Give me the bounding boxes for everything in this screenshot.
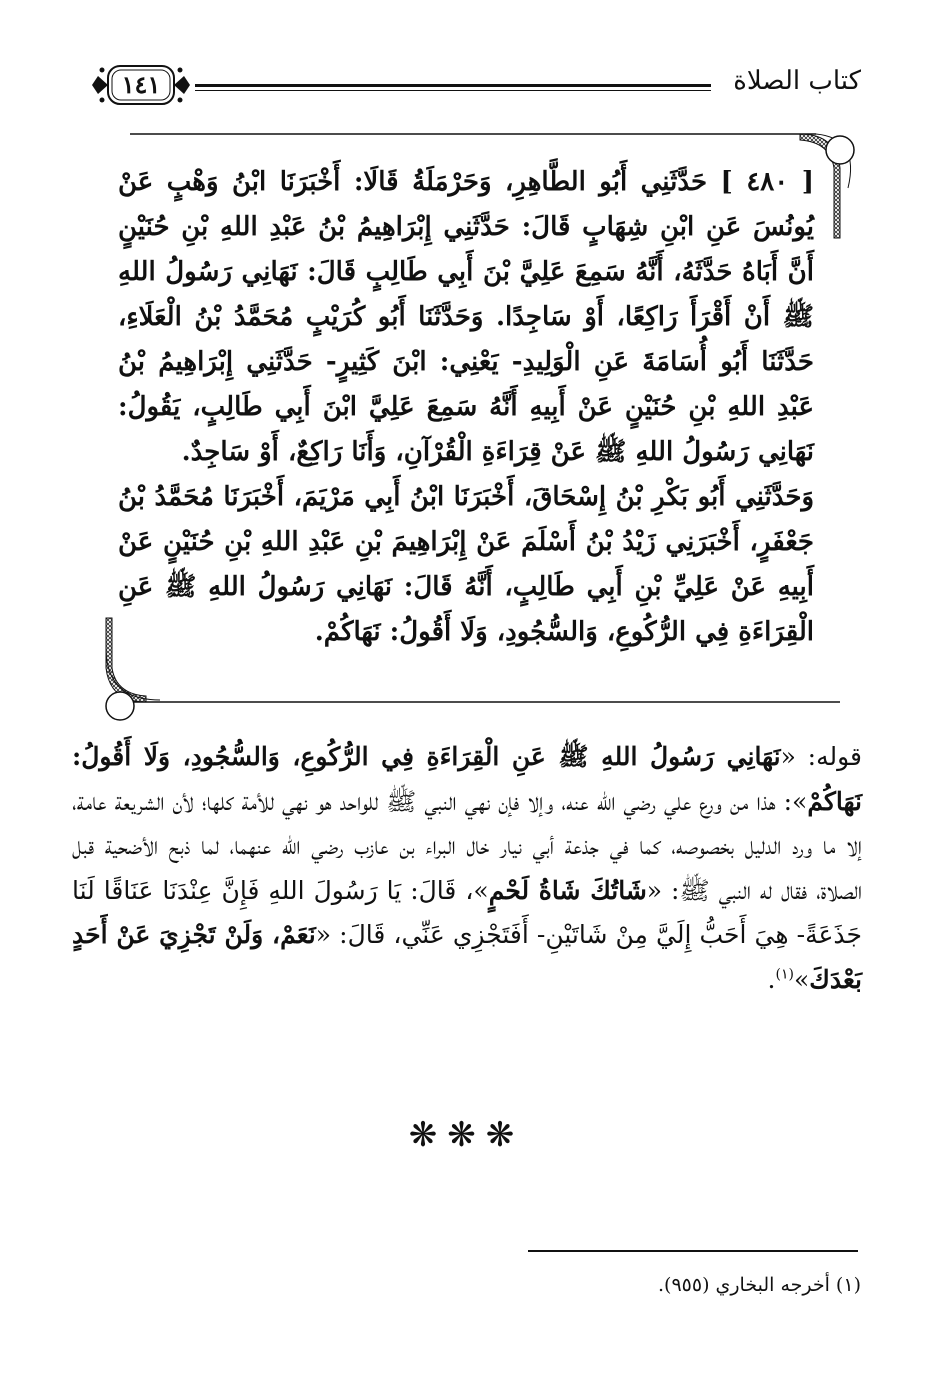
page-number: ١٤١: [121, 70, 161, 99]
page-number-badge: [88, 62, 194, 108]
commentary-end: .: [767, 964, 776, 994]
footnote: (١) أخرجه البخاري (٩٥٥).: [657, 1274, 861, 1296]
hadith-paragraph: [ ٤٨٠ ] حَدَّثَنِي أَبُو الطَّاهِرِ، وَحَرْمَلَةُ قَالَا: أَخْبَرَنَا ابْنُ وَهْبٍ عَنْ يُونُسَ عَنِ ابْنِ شِهَابٍ قَالَ: حَدَّثَنِي إِبْرَاهِيمُ بْنُ عَبْدِ اللهِ بْنِ حُنَيْنٍ أَنَّ أَبَاهُ حَدَّثَهُ، أَنَّهُ سَمِعَ عَلِيَّ بْنَ أَبِي طَالِبٍ قَالَ: نَهَانِي رَسُولُ اللهِ ﷺ أَنْ أَقْرَأَ رَاكِعًا، أَوْ سَاجِدًا. وَحَدَّثَنَا أَبُو كُرَيْبٍ مُحَمَّدُ بْنُ الْعَلَاءِ، حَدَّثَنَا أَبُو أُسَامَةَ عَنِ الْوَلِيدِ- يَعْنِي: ابْنَ كَثِيرٍ- حَدَّثَنِي إِبْرَاهِيمُ بْنُ عَبْدِ اللهِ بْنِ حُنَيْنٍ عَنْ أَبِيهِ أَنَّهُ سَمِعَ عَلِيَّ ابْنَ أَبِي طَالِبٍ، يَقُولُ: نَهَانِي رَسُولُ اللهِ ﷺ عَنْ قِرَاءَةِ الْقُرْآنِ، وَأَنَا رَاكِعٌ، أَوْ سَاجِدٌ.: [118, 167, 815, 467]
commentary-body: »: هذا من ورع علي رضي الله عنه، وإلا فإن نهي النبي ﷺ للواحد هو نهي للأمة كلها؛ لأن الشريعة عامة، إلا ما ورد الدليل بخصوصه، كما في جذعة أبي نيار خال البراء بن عازب رضي الله عنهما، لما ذبح الأضحية قبل الصلاة، فقال له النبي ﷺ: «: [72, 786, 863, 905]
commentary-body: »: [793, 964, 810, 994]
footnote-rule: [528, 1250, 858, 1252]
commentary-intro: قوله: «: [780, 742, 862, 771]
commentary-quote: نَهَانِي رَسُولُ اللهِ ﷺ عَنِ الْقِرَاءَةِ فِي الرُّكُوعِ، وَالسُّجُودِ، وَلَا أَقُولُ: نَهَاكُمْ: [72, 742, 862, 816]
header-rule: [195, 84, 711, 94]
commentary-body: »، قَالَ: يَا رَسُولَ اللهِ فَإِنَّ عِنْدَنَا عَنَاقًا لَنَا جَذَعَةً- هِيَ أَحَبُّ إِلَيَّ مِنْ شَاتَيْنِ- أَفَتَجْزِي عَنِّي، قَالَ: «: [72, 875, 862, 949]
commentary-quote: نَعَمْ، وَلَنْ تَجْزِيَ عَنْ أَحَدٍ بَعْدَكَ: [72, 920, 862, 994]
running-header-title: كتاب الصلاة: [733, 66, 861, 96]
hadith-text: [118, 160, 814, 655]
footnote-reference[interactable]: (١): [775, 966, 794, 983]
commentary-text: [72, 735, 862, 1002]
commentary-quote: شَاتُكَ شَاةُ لَحْمٍ: [488, 875, 647, 905]
hadith-paragraph: وَحَدَّثَنِي أَبُو بَكْرِ بْنُ إِسْحَاقَ، أَخْبَرَنَا ابْنُ أَبِي مَرْيَمَ، أَخْبَرَنَا مُحَمَّدُ بْنُ جَعْفَرٍ، أَخْبَرَنِي زَيْدُ بْنُ أَسْلَمَ عَنْ إِبْرَاهِيمَ بْنِ عَبْدِ اللهِ بْنِ حُنَيْنٍ عَنْ أَبِيهِ عَنْ عَلِيِّ بْنِ أَبِي طَالِبٍ، أَنَّهُ قَالَ: نَهَانِي رَسُولُ اللهِ ﷺ عَنِ الْقِرَاءَةِ فِي الرُّكُوعِ، وَالسُّجُودِ، وَلَا أَقُولُ: نَهَاكُمْ.: [118, 482, 814, 647]
section-separator: ❋❋❋: [408, 1115, 525, 1155]
